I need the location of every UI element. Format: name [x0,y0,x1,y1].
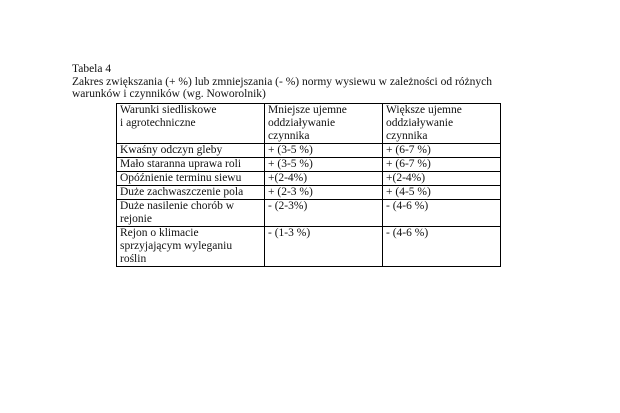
row-larger-value: + (4-5 %) [383,186,501,200]
table-row [117,200,501,227]
header-conditions: Warunki siedliskowe i agrotechniczne [117,104,265,144]
header-smaller-impact: Mniejsze ujemne oddziaływanie czynnika [265,104,383,144]
row-larger-value: +(2-4%) [383,172,501,186]
row-smaller-value: + (2-3 %) [265,186,383,200]
table-caption [72,63,572,101]
row-condition: Mało staranna uprawa roli [117,158,265,172]
table-row [117,172,501,186]
row-condition: Duże zachwaszczenie pola [117,186,265,200]
row-smaller-value: - (2-3%) [265,200,383,227]
table-row [117,158,501,172]
row-condition: Kwaśny odczyn gleby [117,144,265,158]
caption-line-1: Zakres zwiększania (+ %) lub zmniejszania (- %) normy wysiewu w zależności od różnych [72,75,493,88]
seeding-norm-table [116,103,501,267]
row-condition: Rejon o klimacie sprzyjającym wyleganiu roślin [117,227,265,267]
table-row [117,227,501,267]
row-larger-value: - (4-6 %) [383,227,501,267]
row-condition: Duże nasilenie chorób w rejonie [117,200,265,227]
row-smaller-value: - (1-3 %) [265,227,383,267]
header-larger-impact: Większe ujemne oddziaływanie czynnika [383,104,501,144]
row-smaller-value: +(2-4%) [265,172,383,186]
table-row [117,186,501,200]
table-label: Tabela 4 [72,63,112,75]
table-row [117,144,501,158]
table-header-row [117,104,501,144]
caption-line-2: warunków i czynników (wg. Noworolnik) [72,88,266,100]
row-smaller-value: + (3-5 %) [265,158,383,172]
row-larger-value: + (6-7 %) [383,144,501,158]
row-smaller-value: + (3-5 %) [265,144,383,158]
row-larger-value: + (6-7 %) [383,158,501,172]
row-larger-value: - (4-6 %) [383,200,501,227]
row-condition: Opóźnienie terminu siewu [117,172,265,186]
